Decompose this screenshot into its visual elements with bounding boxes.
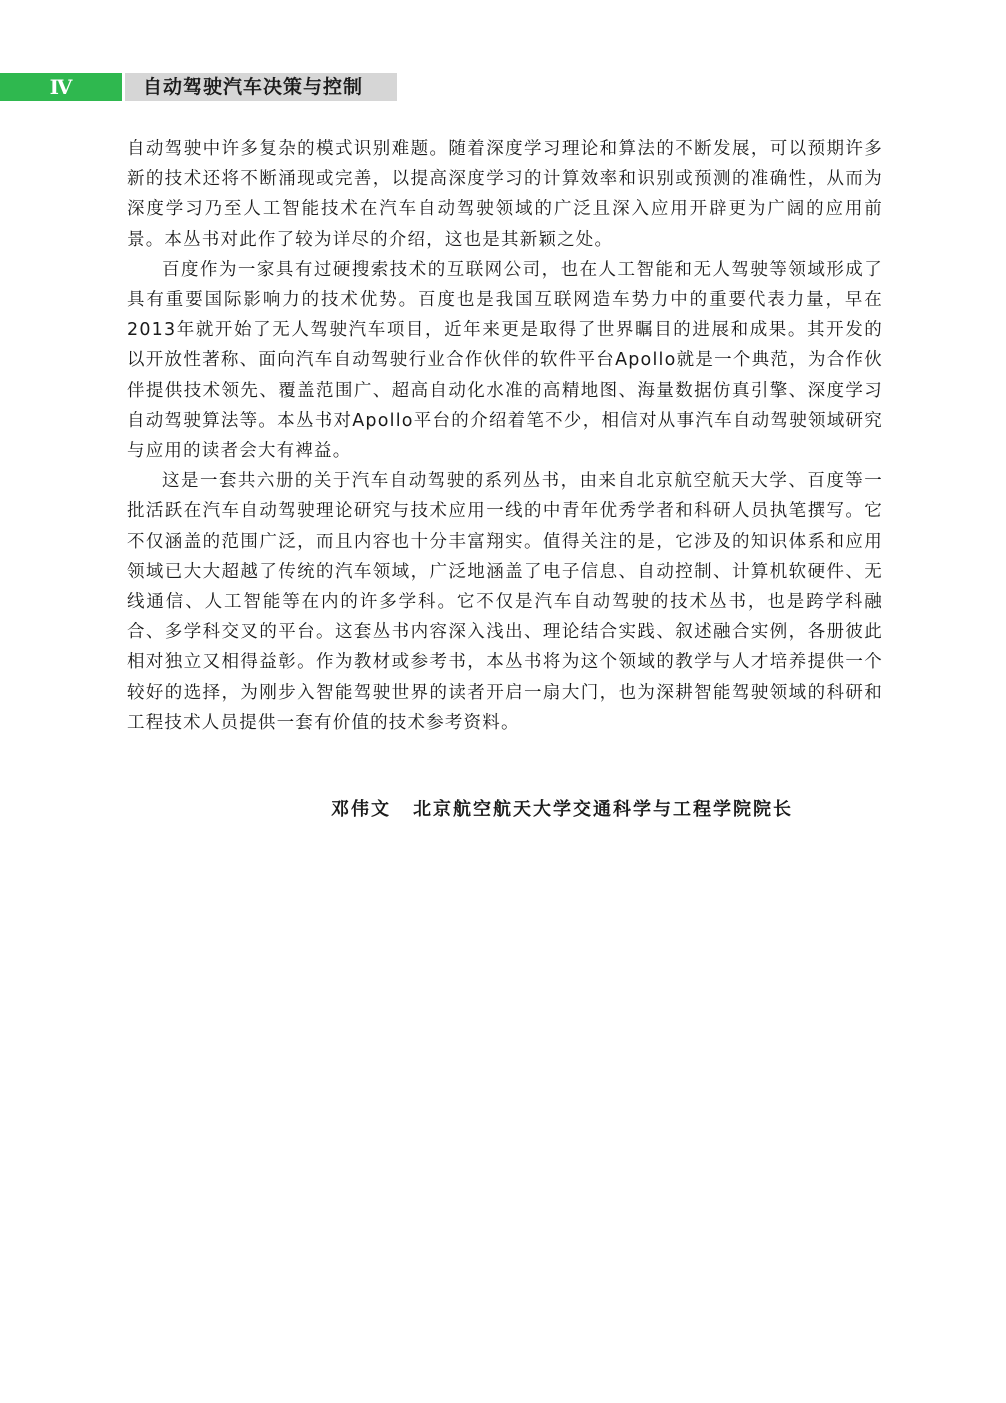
signature-name: 邓伟文 <box>331 799 391 820</box>
body-text <box>127 134 883 738</box>
section-number: Ⅳ <box>0 73 122 101</box>
paragraph-baidu: 百度作为一家具有过硬搜索技术的互联网公司，也在人工智能和无人驾驶等领域形成了具有重要国际影响力的技术优势。百度也是我国互联网造车势力中的重要代表力量，早在2013年就开始了无人驾驶汽车项目，近年来更是取得了世界瞩目的进展和成果。其开发的以开放性著称、面向汽车自动驾驶行业合作伙伴的软件平台Apollo就是一个典范，为合作伙伴提供技术领先、覆盖范围广、超高自动化水准的高精地图、海量数据仿真引擎、深度学习自动驾驶算法等。本丛书对Apollo平台的介绍着笔不少，相信对从事汽车自动驾驶领域研究与应用的读者会大有裨益。 <box>127 259 883 462</box>
paragraph-series: 这是一套共六册的关于汽车自动驾驶的系列丛书，由来自北京航空航天大学、百度等一批活跃在汽车自动驾驶理论研究与技术应用一线的中青年优秀学者和科研人员执笔撰写。它不仅涵盖的范围广泛，而且内容也十分丰富翔实。值得关注的是，它涉及的知识体系和应用领域已大大超越了传统的汽车领域，广泛地涵盖了电子信息、自动控制、计算机软硬件、无线通信、人工智能等在内的许多学科。它不仅是汽车自动驾驶的技术丛书，也是跨学科融合、多学科交叉的平台。这套丛书内容深入浅出、理论结合实践、叙述融合实例，各册彼此相对独立又相得益彰。作为教材或参考书，本丛书将为这个领域的教学与人才培养提供一个较好的选择，为刚步入智能驾驶世界的读者开启一扇大门，也为深耕智能驾驶领域的科研和工程技术人员提供一套有价值的技术参考资料。 <box>127 471 883 733</box>
paragraph-continued: 自动驾驶中许多复杂的模式识别难题。随着深度学习理论和算法的不断发展，可以预期许多新的技术还将不断涌现或完善，以提高深度学习的计算效率和识别或预测的准确性，从而为深度学习乃至人工智能技术在汽车自动驾驶领域的广泛且深入应用开辟更为广阔的应用前景。本丛书对此作了较为详尽的介绍，这也是其新颖之处。 <box>127 139 883 250</box>
running-title: 自动驾驶汽车决策与控制 <box>125 73 397 101</box>
signature <box>331 795 851 821</box>
page-header <box>0 73 397 101</box>
signature-affiliation: 北京航空航天大学交通科学与工程学院院长 <box>413 799 793 820</box>
